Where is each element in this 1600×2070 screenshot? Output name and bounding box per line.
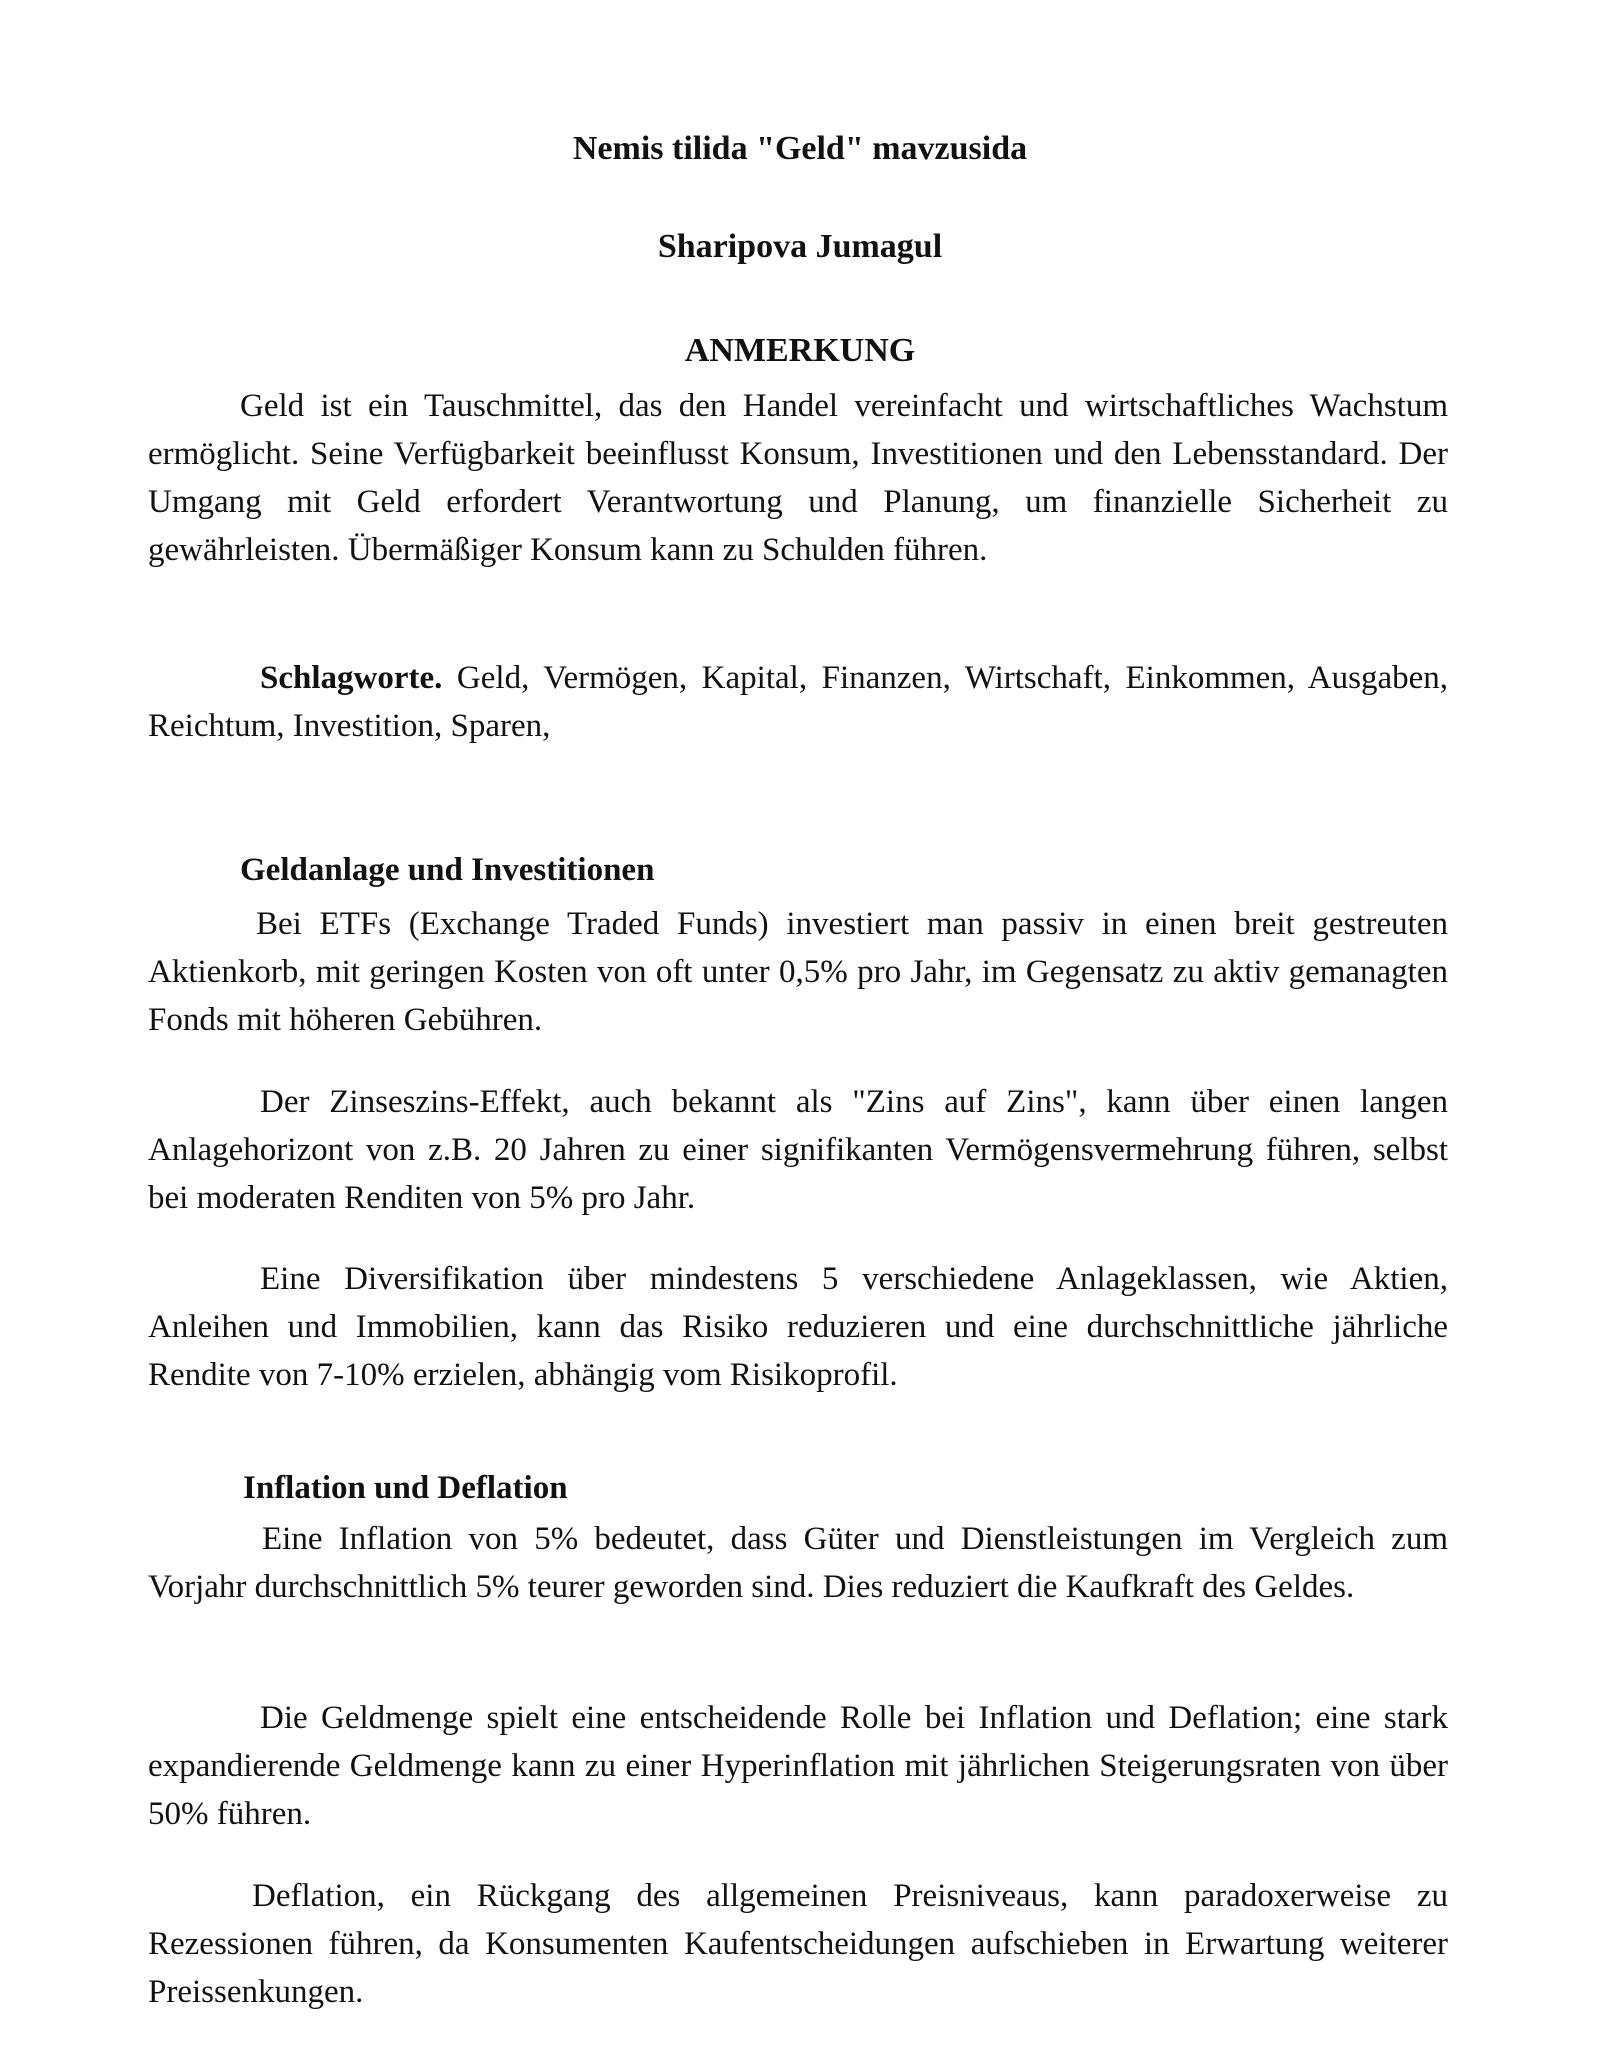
keywords-list: Geld, Vermögen, Kapital, Finanzen, Wirtschaft, Einkommen, Ausgaben, Reichtum, Investition, Sparen, [148,660,1448,744]
paragraph-diversifikation: Eine Diversifikation über mindestens 5 verschiedene Anlageklassen, wie Aktien, Anleihen und Immobilien, kann das Risiko reduzieren und eine durchschnittliche jährliche Rendite von 7-10% erzielen, abhängig vom Risikoprofil. [148,1261,1448,1393]
section-heading-inflation: Inflation und Deflation [243,1470,568,1506]
paragraph-geldmenge: Die Geldmenge spielt eine entscheidende Rolle bei Inflation und Deflation; eine stark expandierende Geldmenge kann zu einer Hyperinflation mit jährlichen Steigerungsraten von über 50% führen. [148,1700,1448,1832]
abstract-paragraph: Geld ist ein Tauschmittel, das den Handel vereinfacht und wirtschaftliches Wachstum ermöglicht. Seine Verfügbarkeit beeinflusst Konsum, Investitionen und den Lebensstandard. Der Umgang mit Geld erfordert Verantwortung und Planung, um finanzielle Sicherheit zu gewährleisten. Übermäßiger Konsum kann zu Schulden führen. [148,388,1448,568]
paragraph-deflation: Deflation, ein Rückgang des allgemeinen Preisniveaus, kann paradoxerweise zu Rezessionen führen, da Konsumenten Kaufentscheidungen aufschieben in Erwartung weiterer Preissenkungen. [148,1878,1448,2010]
document-author: Sharipova Jumagul [657,228,943,265]
abstract-heading: ANMERKUNG [684,332,916,369]
paragraph-inflation: Eine Inflation von 5% bedeutet, dass Güter und Dienstleistungen im Vergleich zum Vorjahr durchschnittlich 5% teurer geworden sind. Dies reduziert die Kaufkraft des Geldes. [148,1521,1448,1605]
keywords-paragraph [148,654,1448,750]
paragraph-etf: Bei ETFs (Exchange Traded Funds) investiert man passiv in einen breit gestreuten Aktienkorb, mit geringen Kosten von oft unter 0,5% pro Jahr, im Gegensatz zu aktiv gemanagten Fonds mit höheren Gebühren. [148,906,1448,1038]
keywords-label: Schlagworte. [260,660,443,696]
paragraph-zinseszins: Der Zinseszins-Effekt, auch bekannt als "Zins auf Zins", kann über einen langen Anlagehorizont von z.B. 20 Jahren zu einer signifikanten Vermögensvermehrung führen, selbst bei moderaten Renditen von 5% pro Jahr. [148,1084,1448,1216]
section-heading-geldanlage: Geldanlage und Investitionen [240,852,655,888]
document-title: Nemis tilida "Geld" mavzusida [572,130,1028,167]
